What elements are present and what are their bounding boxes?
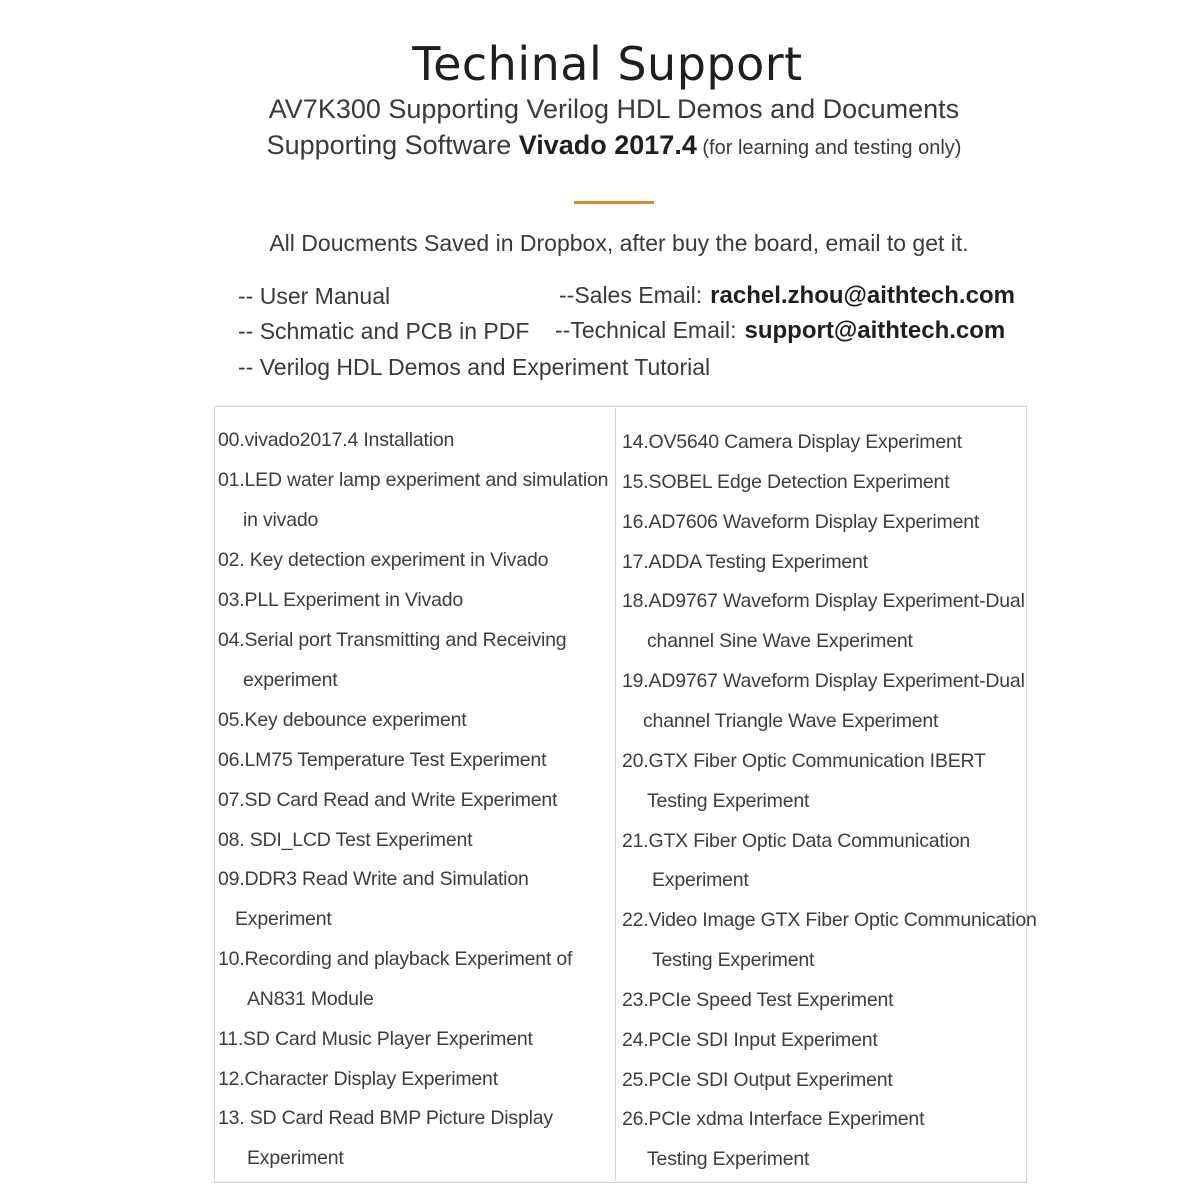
software-name: Vivado 2017.4 <box>518 130 697 160</box>
tech-email-label: --Technical Email: <box>555 317 737 343</box>
experiment-item-continued: Testing Experiment <box>647 1148 810 1170</box>
experiment-item: 07.SD Card Read and Write Experiment <box>218 789 558 811</box>
dropbox-note: All Doucments Saved in Dropbox, after buy the board, email to get it. <box>269 230 969 256</box>
experiment-item-continued: Experiment <box>247 1147 344 1169</box>
experiment-item: 08. SDI_LCD Test Experiment <box>218 829 473 851</box>
experiment-item: 02. Key detection experiment in Vivado <box>218 549 549 571</box>
experiment-item: 14.OV5640 Camera Display Experiment <box>622 431 962 453</box>
experiment-item-continued: in vivado <box>243 509 319 531</box>
experiment-item-continued: Experiment <box>652 869 749 891</box>
subtitle-product: AV7K300 Supporting Verilog HDL Demos and Documents <box>268 94 960 124</box>
experiment-item: 04.Serial port Transmitting and Receiving <box>218 629 567 651</box>
experiment-item: 18.AD9767 Waveform Display Experiment-Dual <box>622 590 1025 612</box>
experiment-item-continued: channel Sine Wave Experiment <box>647 630 913 652</box>
doc-item-schematic: -- Schmatic and PCB in PDF <box>238 318 530 344</box>
experiment-item-continued: channel Triangle Wave Experiment <box>643 710 939 732</box>
software-prefix: Supporting Software <box>266 130 519 160</box>
experiment-item: 06.LM75 Temperature Test Experiment <box>218 749 547 771</box>
experiment-item: 16.AD7606 Waveform Display Experiment <box>622 511 980 533</box>
doc-item-verilog-demos: -- Verilog HDL Demos and Experiment Tutorial <box>238 354 711 380</box>
sales-email-label: --Sales Email: <box>559 282 703 308</box>
experiment-item: 15.SOBEL Edge Detection Experiment <box>622 471 950 493</box>
experiment-item: 12.Character Display Experiment <box>218 1068 498 1090</box>
tech-email-line <box>555 317 1005 345</box>
accent-divider <box>574 201 654 204</box>
subtitle-software <box>0 130 1200 161</box>
experiment-item: 24.PCIe SDI Input Experiment <box>622 1029 878 1051</box>
tech-email-link[interactable]: support@aithtech.com <box>744 317 1006 344</box>
experiment-item: 10.Recording and playback Experiment of <box>218 948 573 970</box>
experiment-item-continued: Testing Experiment <box>652 949 815 971</box>
experiment-item: 23.PCIe Speed Test Experiment <box>622 989 894 1011</box>
experiment-item: 01.LED water lamp experiment and simulation <box>218 469 609 491</box>
experiment-item: 25.PCIe SDI Output Experiment <box>622 1069 893 1091</box>
experiment-item-continued: experiment <box>243 669 338 691</box>
experiment-item: 21.GTX Fiber Optic Data Communication <box>622 830 971 852</box>
experiment-item-continued: AN831 Module <box>247 988 374 1010</box>
experiment-item: 05.Key debounce experiment <box>218 709 467 731</box>
page-title: Techinal Support <box>412 37 803 91</box>
experiment-item: 17.ADDA Testing Experiment <box>622 551 868 573</box>
experiment-item: 26.PCIe xdma Interface Experiment <box>622 1108 925 1130</box>
experiment-item: 13. SD Card Read BMP Picture Display <box>218 1107 553 1129</box>
doc-item-user-manual: -- User Manual <box>238 283 391 309</box>
experiment-item: 09.DDR3 Read Write and Simulation <box>218 868 529 890</box>
experiment-item-continued: Testing Experiment <box>647 790 810 812</box>
sales-email-line <box>559 282 1015 310</box>
sales-email-link[interactable]: rachel.zhou@aithtech.com <box>710 282 1015 309</box>
software-note: (for learning and testing only) <box>696 137 962 159</box>
experiment-item: 11.SD Card Music Player Experiment <box>218 1028 533 1050</box>
experiment-item: 19.AD9767 Waveform Display Experiment-Dual <box>622 670 1025 692</box>
experiment-item: 22.Video Image GTX Fiber Optic Communication <box>622 909 1037 931</box>
experiment-item-continued: Experiment <box>235 908 332 930</box>
table-column-divider <box>615 408 616 1181</box>
experiment-item: 00.vivado2017.4 Installation <box>218 429 455 451</box>
experiment-item: 03.PLL Experiment in Vivado <box>218 589 464 611</box>
experiment-item: 20.GTX Fiber Optic Communication IBERT <box>622 750 986 772</box>
